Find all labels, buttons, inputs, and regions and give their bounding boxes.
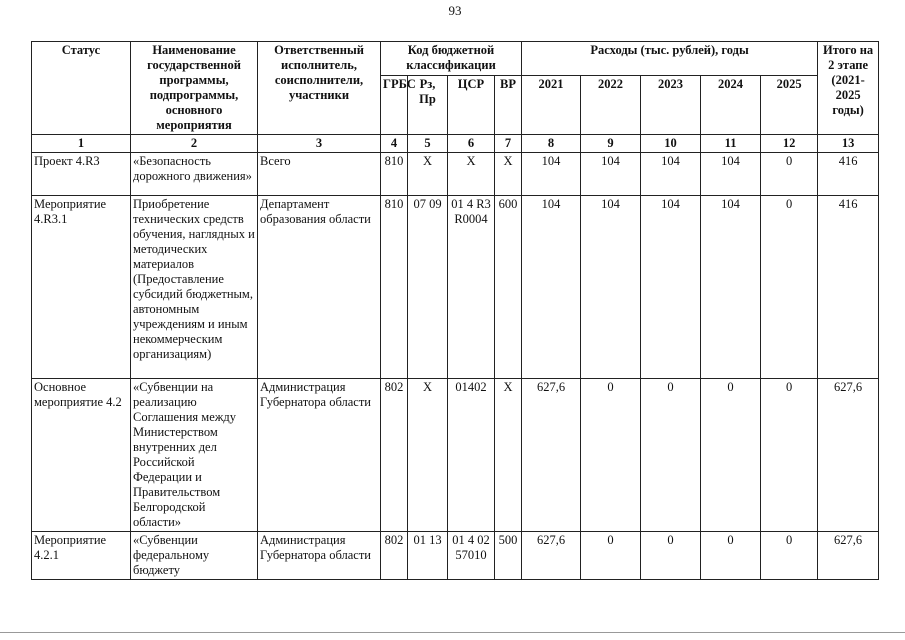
page-number: 93 (448, 3, 462, 18)
column-number: 11 (701, 135, 761, 153)
row-2023: 0 (641, 379, 701, 532)
header-year-2023: 2023 (641, 75, 701, 134)
column-number: 4 (381, 135, 408, 153)
row-2024: 104 (701, 196, 761, 379)
table-row (32, 196, 879, 379)
column-number: 12 (761, 135, 818, 153)
table-row (32, 153, 879, 196)
row-rz-pr: 01 13 (408, 532, 448, 580)
row-2021: 104 (522, 196, 581, 379)
row-total: 416 (818, 196, 879, 379)
row-2024: 104 (701, 153, 761, 196)
row-total: 627,6 (818, 379, 879, 532)
column-number: 5 (408, 135, 448, 153)
row-name: «Безопасность дорожного движения» (131, 153, 258, 196)
row-2022: 104 (581, 196, 641, 379)
header-csr: ЦСР (448, 75, 495, 134)
row-status: Мероприятие 4.R3.1 (32, 196, 131, 379)
budget-table (31, 41, 879, 580)
header-year-2025: 2025 (761, 75, 818, 134)
row-2024: 0 (701, 532, 761, 580)
row-2021: 627,6 (522, 379, 581, 532)
row-responsible: Департамент образования области (258, 196, 381, 379)
row-rz-pr: 07 09 (408, 196, 448, 379)
row-2023: 104 (641, 196, 701, 379)
row-csr: 01402 (448, 379, 495, 532)
column-number: 7 (495, 135, 522, 153)
row-grbs: 802 (381, 532, 408, 580)
header-name: Наименование государственной программы, подпрограммы, основного мероприятия (131, 42, 258, 135)
row-2025: 0 (761, 379, 818, 532)
page-edge-divider (0, 632, 905, 633)
row-vr: 500 (495, 532, 522, 580)
table-row (32, 379, 879, 532)
row-2021: 627,6 (522, 532, 581, 580)
row-2024: 0 (701, 379, 761, 532)
header-grbs: ГРБС (381, 75, 408, 134)
column-number: 3 (258, 135, 381, 153)
column-number: 13 (818, 135, 879, 153)
row-responsible: Администрация Губернатора области (258, 532, 381, 580)
row-grbs: 810 (381, 196, 408, 379)
row-vr: X (495, 379, 522, 532)
row-2022: 0 (581, 532, 641, 580)
row-responsible: Администрация Губернатора области (258, 379, 381, 532)
header-year-2021: 2021 (522, 75, 581, 134)
row-csr: X (448, 153, 495, 196)
row-csr: 01 4 02 57010 (448, 532, 495, 580)
column-number: 2 (131, 135, 258, 153)
row-2022: 0 (581, 379, 641, 532)
row-responsible: Всего (258, 153, 381, 196)
row-2025: 0 (761, 532, 818, 580)
row-name: «Субвенции на реализацию Соглашения между Министерством внутренних дел Российской Федерации и Правительством Белгородской области» (131, 379, 258, 532)
row-name: Приобретение технических средств обучения, наглядных и методических материалов (Предоставление субсидий бюджетным, автономным учреждениям и иным некоммерческим организациям) (131, 196, 258, 379)
row-rz-pr: X (408, 379, 448, 532)
header-status: Статус (32, 42, 131, 135)
row-csr: 01 4 R3 R0004 (448, 196, 495, 379)
header-expenses: Расходы (тыс. рублей), годы (522, 42, 818, 76)
row-2023: 104 (641, 153, 701, 196)
header-rz-pr: Рз, Пр (408, 75, 448, 134)
row-rz-pr: X (408, 153, 448, 196)
row-vr: 600 (495, 196, 522, 379)
row-status: Основное мероприятие 4.2 (32, 379, 131, 532)
header-year-2022: 2022 (581, 75, 641, 134)
column-number: 6 (448, 135, 495, 153)
row-status: Мероприятие 4.2.1 (32, 532, 131, 580)
row-grbs: 810 (381, 153, 408, 196)
column-number-row (32, 135, 879, 153)
column-number: 8 (522, 135, 581, 153)
row-total: 416 (818, 153, 879, 196)
row-2022: 104 (581, 153, 641, 196)
row-2025: 0 (761, 196, 818, 379)
row-2023: 0 (641, 532, 701, 580)
header-year-2024: 2024 (701, 75, 761, 134)
column-number: 10 (641, 135, 701, 153)
column-number: 9 (581, 135, 641, 153)
table-row (32, 532, 879, 580)
header-budget-code: Код бюджетной классификации (381, 42, 522, 76)
row-2025: 0 (761, 153, 818, 196)
header-total: Итого на 2 этапе (2021-2025 годы) (818, 42, 879, 135)
row-grbs: 802 (381, 379, 408, 532)
row-status: Проект 4.R3 (32, 153, 131, 196)
row-total: 627,6 (818, 532, 879, 580)
header-vr: ВР (495, 75, 522, 134)
row-2021: 104 (522, 153, 581, 196)
row-name: «Субвенции федеральному бюджету (131, 532, 258, 580)
header-responsible: Ответственный исполнитель, соисполнители, участники (258, 42, 381, 135)
row-vr: X (495, 153, 522, 196)
column-number: 1 (32, 135, 131, 153)
